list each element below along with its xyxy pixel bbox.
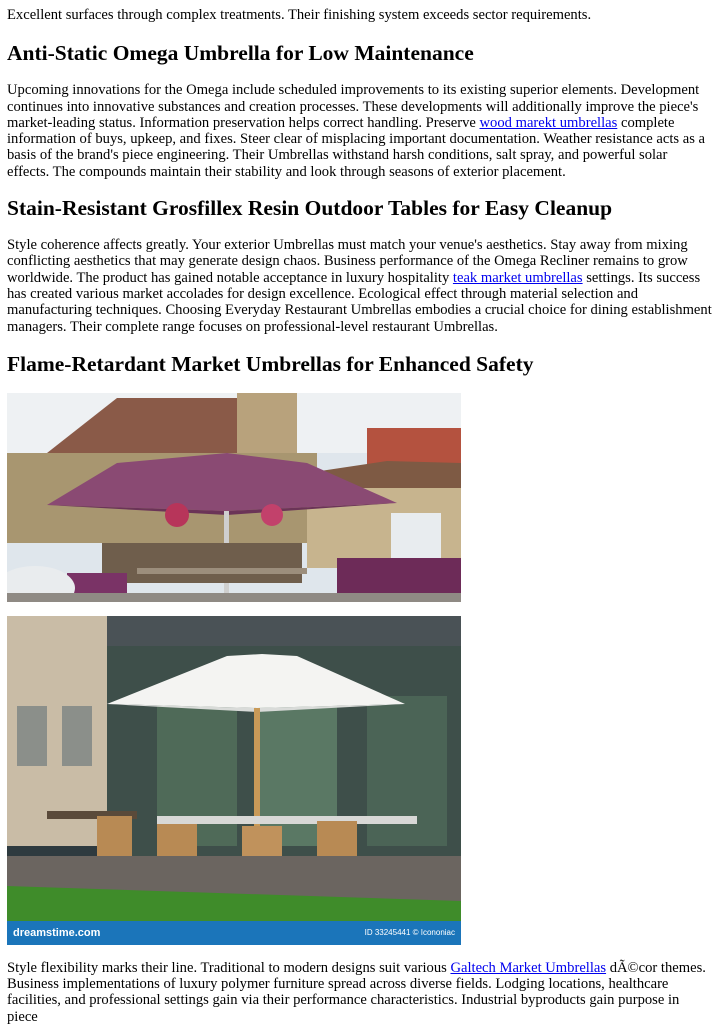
link-galtech-market-umbrellas[interactable]: Galtech Market Umbrellas — [450, 959, 607, 976]
text: dÃ©cor themes. Business implementations of luxury polymer furniture spread across diverse fields. Lodging locations, healthcare facilities, and professional settings gain via their performance characteristics. Industrial byproducts gain purpose in piece — [7, 959, 706, 1025]
text: settings. Its success has created various market accolades for design excellence. Ecological effect through material selection and manufacturing techniques. Choosing Everyday Restaurant Umbrellas embodies a crucial choice for dining establishment managers. Their complete range focuses on professional-level restaurant Umbrellas. — [7, 269, 712, 335]
paragraph-section1 — [7, 82, 713, 180]
text: Style flexibility marks their line. Traditional to modern designs suit various — [7, 959, 451, 976]
heading-flame-retardant: Flame-Retardant Market Umbrellas for Enhanced Safety — [7, 351, 534, 376]
watermark-site: dreamstime.com — [13, 926, 101, 939]
text: Upcoming innovations for the Omega include scheduled improvements to its existing superior elements. Development continues into innovative substances and creation processes. These developments will additionally improve the piece's market-leading status. Information preservation helps correct handling. Preserve — [7, 82, 700, 131]
photo-white-umbrella-terrace — [7, 616, 461, 945]
link-teak-market-umbrellas[interactable]: teak market umbrellas — [452, 269, 583, 286]
watermark-bar — [7, 921, 461, 945]
heading-anti-static: Anti-Static Omega Umbrella for Low Maintenance — [7, 41, 474, 66]
text: complete information of buys, upkeep, and fixes. Steer clear of misplacing important documentation. Weather resistance acts as a basis of the brand's piece engineering. Their Umbrellas withstand harsh conditions, salt spray, and powerful solar effects. The compounds maintain their stability and look through seasons of exterior placement. — [7, 114, 706, 180]
text: Style coherence affects greatly. Your exterior Umbrellas must match your venue's aesthetics. Stay away from mixing conflicting aesthetics that may generate design chaos. Business performance of the Omega Recliner remains to grow worldwide. The product has gained notable acceptance in luxury hospitality — [7, 237, 688, 286]
intro-paragraph: Excellent surfaces through complex treatments. Their finishing system exceeds sector requirements. — [7, 7, 592, 23]
photo1-illustration — [7, 393, 461, 602]
link-wood-market-umbrellas[interactable]: wood marekt umbrellas — [479, 114, 618, 131]
paragraph-section3 — [7, 960, 713, 1025]
heading-stain-resistant: Stain-Resistant Grosfillex Resin Outdoor Tables for Easy Cleanup — [7, 196, 613, 221]
watermark-id: ID 33245441 © Icononiac — [364, 927, 455, 937]
photo2-illustration — [7, 616, 461, 945]
paragraph-section2 — [7, 237, 713, 335]
photo-purple-umbrella-patio — [7, 393, 461, 602]
